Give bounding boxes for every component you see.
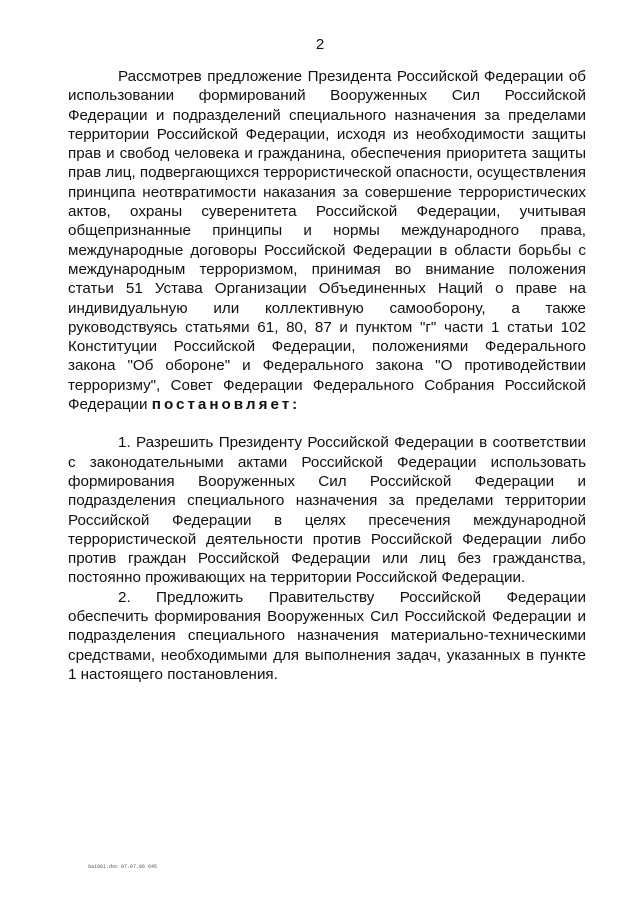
decree-word: постановляет: <box>151 396 301 414</box>
clause-2: 2. Предложить Правительству Российской Федерации обеспечить формирования Вооруженных Сил Российской Федерации и подразделения специального назначения материально-техническими средствами, необходимыми для выполнения задач, указанных в пункте 1 настоящего постановления. <box>68 588 586 683</box>
preamble-text: Рассмотрев предложение Президента Российской Федерации об использовании формирований Вооруженных Сил Российской Федерации и подразделений специального назначения за пределами территории Российской Федерации, исходя из необходимости защиты прав и свобод человека и гражданина, обеспечения приоритета защиты прав лиц, подвергающихся террористической опасности, осуществления принципа неотвратимости наказания за совершение террористических актов, охраны суверенитета Российской Федерации, учитывая общепризнанные принципы и нормы международного права, международные договоры Российской Федерации в области борьбы с международным терроризмом, принимая во внимание положения статьи 51 Устава Организации Объединенных Наций о праве на индивидуальную или коллективную самооборону, а также руководствуясь статьями 61, 80, 87 и пунктом "г" части 1 статьи 102 Конституции Российской Федерации, положениями Федерального закона "Об обороне" и Федерального закона "О противодействии терроризму", Совет Федерации Федерального Собрания Российской Федерации <box>68 68 586 414</box>
preamble-paragraph <box>68 67 586 414</box>
file-stamp: 0a1961.doc 07.07.06 645 <box>88 864 158 870</box>
clause-1: 1. Разрешить Президенту Российской Федерации в соответствии с законодательными актами Российской Федерации использовать формирования Вооруженных Сил Российской Федерации и подразделения специального назначения за пределами территории Российской Федерации в целях пресечения международной террористической деятельности против Российской Федерации либо против граждан Российской Федерации или лиц без гражданства, постоянно проживающих на территории Российской Федерации. <box>68 434 586 587</box>
document-body <box>68 67 586 684</box>
page-number: 2 <box>315 36 325 53</box>
